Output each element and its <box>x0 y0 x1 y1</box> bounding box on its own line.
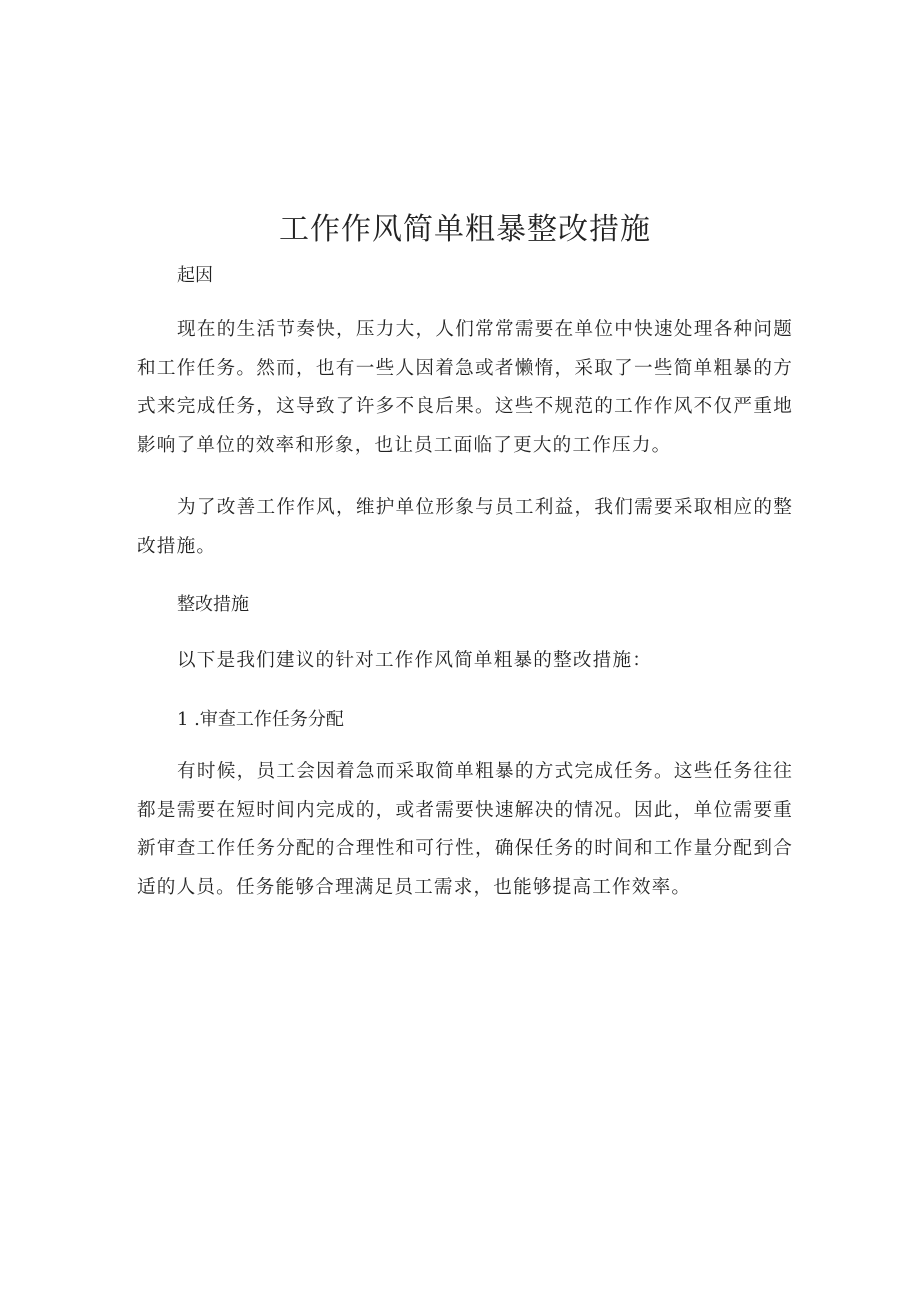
paragraph-cause-2: 为了改善工作作风，维护单位形象与员工利益，我们需要采取相应的整改措施。 <box>137 497 793 557</box>
item-1-body: 有时候，员工会因着急而采取简单粗暴的方式完成任务。这些任务往往都是需要在短时间内完成的，或者需要快速解决的情况。因此，单位需要重新审查工作任务分配的合理性和可行性，确保任务的时间和工作量分配到合适的人员。任务能够合理满足员工需求，也能够提高工作效率。 <box>137 761 793 898</box>
item-1-title: 1 .审查工作任务分配 <box>177 709 344 730</box>
document-title: 工作作风简单粗暴整改措施 <box>279 212 651 247</box>
section-heading-cause: 起因 <box>177 265 213 286</box>
paragraph-measures-intro: 以下是我们建议的针对工作作风简单粗暴的整改措施： <box>177 650 653 671</box>
section-heading-measures: 整改措施 <box>177 594 249 615</box>
paragraph-cause-1: 现在的生活节奏快，压力大，人们常常需要在单位中快速处理各种问题和工作任务。然而，也有一些人因着急或者懒惰，采取了一些简单粗暴的方式来完成任务，这导致了许多不良后果。这些不规范的工作作风不仅严重地影响了单位的效率和形象，也让员工面临了更大的工作压力。 <box>137 319 793 456</box>
